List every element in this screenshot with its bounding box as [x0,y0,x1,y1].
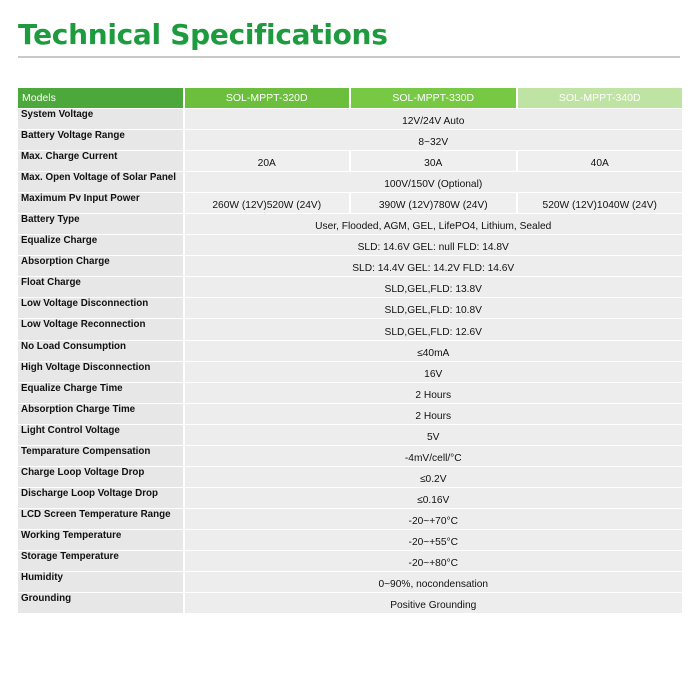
spec-label: Grounding [18,593,183,613]
spec-label: Working Temperature [18,530,183,550]
spec-value-model-2: 30A [351,151,516,171]
table-row [18,551,682,571]
table-row [18,530,682,550]
spec-value: Positive Grounding [185,593,683,613]
table-row [18,109,682,129]
table-row [18,572,682,592]
spec-value: 5V [185,425,683,445]
spec-label: Low Voltage Disconnection [18,298,183,318]
model-header-2: SOL-MPPT-330D [351,88,516,108]
spec-value: SLD,GEL,FLD: 13.8V [185,277,683,297]
spec-value-model-1: 260W (12V)520W (24V) [185,193,350,213]
table-row [18,298,682,318]
spec-value-model-3: 520W (12V)1040W (24V) [518,193,683,213]
spec-value-model-3: 40A [518,151,683,171]
spec-label: System Voltage [18,109,183,129]
table-row [18,277,682,297]
table-row [18,193,682,213]
spec-value-model-1: 20A [185,151,350,171]
spec-value: ≤0.2V [185,467,683,487]
table-row [18,446,682,466]
table-row [18,172,682,192]
spec-value: -20~+70°C [185,509,683,529]
table-row [18,341,682,361]
spec-label: Battery Type [18,214,183,234]
table-row [18,593,682,613]
spec-value: SLD,GEL,FLD: 12.6V [185,319,683,339]
table-row [18,467,682,487]
spec-value: -20~+55°C [185,530,683,550]
spec-label: Maximum Pv Input Power [18,193,183,213]
spec-label: Max. Open Voltage of Solar Panel [18,172,183,192]
spec-value: 12V/24V Auto [185,109,683,129]
table-row [18,319,682,339]
spec-label: Equalize Charge Time [18,383,183,403]
spec-label: Battery Voltage Range [18,130,183,150]
spec-label: LCD Screen Temperature Range [18,509,183,529]
spec-value: ≤0.16V [185,488,683,508]
spec-value: -20~+80°C [185,551,683,571]
table-row [18,130,682,150]
header-label: Models [18,88,183,108]
spec-value: SLD: 14.4V GEL: 14.2V FLD: 14.6V [185,256,683,276]
spec-value: ≤40mA [185,341,683,361]
spec-label: Max. Charge Current [18,151,183,171]
spec-label: Absorption Charge Time [18,404,183,424]
spec-label: Light Control Voltage [18,425,183,445]
table-row [18,256,682,276]
spec-label: No Load Consumption [18,341,183,361]
spec-table [16,87,684,614]
spec-label: Float Charge [18,277,183,297]
spec-value: User, Flooded, AGM, GEL, LifePO4, Lithium, Sealed [185,214,683,234]
spec-value-model-2: 390W (12V)780W (24V) [351,193,516,213]
spec-value: 2 Hours [185,404,683,424]
spec-value: -4mV/cell/°C [185,446,683,466]
model-header-1: SOL-MPPT-320D [185,88,350,108]
spec-label: Charge Loop Voltage Drop [18,467,183,487]
table-row [18,488,682,508]
table-row [18,214,682,234]
spec-label: Equalize Charge [18,235,183,255]
header-row [18,88,682,108]
table-row [18,509,682,529]
page-title: Technical Specifications [18,18,388,51]
spec-label: Storage Temperature [18,551,183,571]
table-row [18,425,682,445]
table-row [18,362,682,382]
spec-value: 8~32V [185,130,683,150]
spec-value: SLD,GEL,FLD: 10.8V [185,298,683,318]
spec-label: Temparature Compensation [18,446,183,466]
model-header-3: SOL-MPPT-340D [518,88,683,108]
spec-value: SLD: 14.6V GEL: null FLD: 14.8V [185,235,683,255]
spec-label: High Voltage Disconnection [18,362,183,382]
table-row [18,383,682,403]
table-row [18,235,682,255]
spec-label: Low Voltage Reconnection [18,319,183,339]
spec-value: 100V/150V (Optional) [185,172,683,192]
spec-value: 2 Hours [185,383,683,403]
spec-label: Absorption Charge [18,256,183,276]
title-divider [18,56,680,58]
spec-value: 0~90%, nocondensation [185,572,683,592]
table-row [18,151,682,171]
spec-label: Discharge Loop Voltage Drop [18,488,183,508]
spec-value: 16V [185,362,683,382]
spec-label: Humidity [18,572,183,592]
table-row [18,404,682,424]
